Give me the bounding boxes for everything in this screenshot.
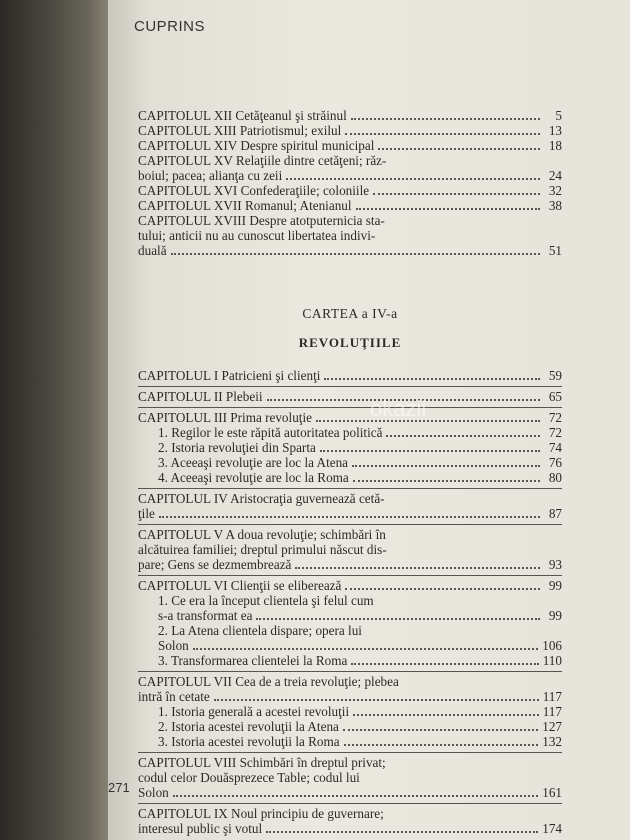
toc-entry-title: duală [138,243,167,258]
toc-entry [138,806,562,821]
page-number: 271 [108,780,130,795]
toc-entry-page: 80 [548,470,562,485]
toc-entry-title: CAPITOLUL XVII Romanul; Atenianul [138,198,352,213]
toc-subentry [138,704,562,719]
toc-entry-page: 93 [548,557,562,572]
toc-dot-leader [351,118,540,120]
toc-entry-page: 72 [548,425,562,440]
toc-entry-page: 117 [542,704,562,719]
toc-subentry [138,440,562,455]
toc-entry-page: 18 [548,138,562,153]
toc-entry-title: tului; anticii nu au cunoscut libertatea indivi- [138,228,376,243]
toc-entry-title: CAPITOLUL V A doua revoluţie; schimbări în [138,527,386,542]
toc-subentry [138,470,562,485]
toc-entry-title: Solon [138,785,169,800]
page-header: CUPRINS [134,18,206,35]
toc-entry-title: CAPITOLUL VII Cea de a treia revoluţie; plebea [138,674,399,689]
toc-entry-page: 38 [548,198,562,213]
toc-subentry [138,638,562,653]
toc-entry-page: 74 [548,440,562,455]
toc-entry-title: CAPITOLUL XV Relaţiile dintre cetăţeni; răz- [138,153,387,168]
toc-entry [138,755,562,770]
toc-entry [138,527,562,542]
toc-entry [138,506,562,521]
toc-entry-title: CAPITOLUL I Patricieni şi clienţi [138,368,321,383]
toc-entry [138,410,562,425]
toc-dot-leader [173,795,538,797]
toc-entry-page: 51 [548,243,562,258]
toc-divider [138,386,562,387]
toc-entry [138,557,562,572]
toc-entry-page: 76 [548,455,562,470]
toc-subentry [138,593,562,608]
toc-entry [138,578,562,593]
toc-entry-page: 132 [542,734,562,749]
book-part-title: CARTEA a IV-a [302,306,398,321]
toc-entry [138,389,562,404]
toc-dot-leader [345,588,540,590]
toc-entry-title: Solon [158,638,189,653]
toc-dot-leader [316,420,540,422]
toc-dot-leader [353,714,539,716]
toc-entry-page: 24 [548,168,562,183]
toc-entry-title: CAPITOLUL VIII Schimbări în dreptul privat; [138,755,386,770]
toc-divider [138,575,562,576]
toc-divider [138,488,562,489]
toc-entry-title: CAPITOLUL IX Noul principiu de guvernare; [138,806,384,821]
toc-dot-leader [386,435,540,437]
toc-entry-title: 2. La Atena clientela dispare; opera lui [158,623,362,638]
toc-entry-page: 99 [548,578,562,593]
toc-divider [138,671,562,672]
book-page [108,0,630,840]
toc-entry-title: alcătuirea familiei; dreptul primului născut dis- [138,542,387,557]
toc-subentry [138,608,562,623]
toc-dot-leader [351,663,538,665]
toc-divider [138,752,562,753]
toc-entry-title: 1. Regilor le este răpită autoritatea politică [158,425,383,440]
toc-entry-title: CAPITOLUL XVIII Despre atotputernicia sta- [138,213,385,228]
watermark-logo: okazii [370,396,427,421]
toc-entry-title: CAPITOLUL XVI Confederaţiile; coloniile [138,183,370,198]
toc-entry-page: 59 [548,368,562,383]
toc-entry [138,542,562,557]
toc-entry-title: 1. Ce era la început clientela şi felul cum [158,593,374,608]
toc-dot-leader [214,699,539,701]
toc-dot-leader [345,133,540,135]
toc-list-part2 [138,368,562,836]
toc-divider [138,803,562,804]
toc-entry [138,213,562,228]
toc-divider [138,524,562,525]
toc-dot-leader [373,193,540,195]
toc-entry [138,138,562,153]
toc-subentry [138,623,562,638]
toc-entry-title: ţile [138,506,155,521]
toc-entry [138,228,562,243]
toc-entry-title: 2. Istoria acestei revoluţii la Atena [158,719,339,734]
toc-dot-leader [171,253,540,255]
toc-entry [138,689,562,704]
toc-entry-title: CAPITOLUL XIII Patriotismul; exilul [138,123,342,138]
toc-dot-leader [193,648,538,650]
toc-entry-page: 110 [542,653,562,668]
toc-subentry [138,425,562,440]
toc-entry-title: 3. Istoria acestei revoluţii la Roma [158,734,340,749]
toc-entry-page: 87 [548,506,562,521]
toc-entry-title: CAPITOLUL VI Clienţii se eliberează [138,578,342,593]
toc-subentry [138,734,562,749]
toc-entry-title: CAPITOLUL II Plebeii [138,389,263,404]
toc-entry [138,491,562,506]
toc-dot-leader [356,208,540,210]
toc-entry-page: 65 [548,389,562,404]
book-part-subtitle: REVOLUŢIILE [298,335,402,350]
toc-entry-title: boiul; pacea; alianţa cu zeii [138,168,283,183]
toc-entry-page: 161 [542,785,562,800]
toc-entry-title: 3. Transformarea clientelei la Roma [158,653,348,668]
toc-entry-title: 2. Istoria revoluţiei din Sparta [158,440,316,455]
toc-subentry [138,719,562,734]
toc-dot-leader [320,450,540,452]
toc-entry-title: interesul public şi votul [138,821,263,836]
toc-dot-leader [344,744,539,746]
toc-entry-title: 3. Aceeaşi revoluţie are loc la Atena [158,455,349,470]
toc-entry [138,821,562,836]
toc-entry [138,183,562,198]
toc-list-part1 [138,108,562,258]
toc-divider [138,407,562,408]
toc-entry-title: CAPITOLUL XII Cetăţeanul şi străinul [138,108,347,123]
toc-entry-title: codul celor Douăsprezece Table; codul lui [138,770,360,785]
toc-dot-leader [286,178,540,180]
toc-dot-leader [295,567,540,569]
toc-entry-page: 106 [542,638,562,653]
toc-dot-leader [378,148,540,150]
toc-entry-page: 127 [542,719,562,734]
book-spine-edge [0,0,112,840]
toc-subentry [138,455,562,470]
toc-entry [138,123,562,138]
toc-entry-title: CAPITOLUL IV Aristocraţia guvernează cetă- [138,491,385,506]
toc-entry-title: CAPITOLUL III Prima revoluţie [138,410,312,425]
toc-entry-title: 1. Istoria generală a acestei revoluţii [158,704,350,719]
toc-entry-page: 99 [548,608,562,623]
toc-entry-page: 13 [548,123,562,138]
toc-entry-title: s-a transformat ea [158,608,253,623]
toc-entry [138,108,562,123]
toc-entry-page: 32 [548,183,562,198]
toc-dot-leader [352,465,540,467]
toc-dot-leader [353,480,540,482]
toc-entry [138,198,562,213]
toc-entry-title: CAPITOLUL XIV Despre spiritul municipal [138,138,375,153]
toc-entry-title: intră în cetate [138,689,210,704]
toc-entry-page: 72 [548,410,562,425]
toc-entry-page: 174 [542,821,562,836]
toc-entry [138,785,562,800]
toc-subentry [138,653,562,668]
toc-dot-leader [324,378,540,380]
toc-entry-page: 117 [542,689,562,704]
toc-entry [138,770,562,785]
toc-dot-leader [343,729,538,731]
toc-entry-title: 4. Aceeaşi revoluţie are loc la Roma [158,470,349,485]
toc-dot-leader [256,618,540,620]
toc-entry-title: pare; Gens se dezmembrează [138,557,292,572]
toc-entry-page: 5 [555,108,562,123]
toc-entry [138,674,562,689]
toc-dot-leader [159,516,540,518]
toc-entry [138,168,562,183]
toc-dot-leader [266,831,538,833]
toc-entry [138,368,562,383]
toc-entry [138,243,562,258]
toc-entry [138,153,562,168]
